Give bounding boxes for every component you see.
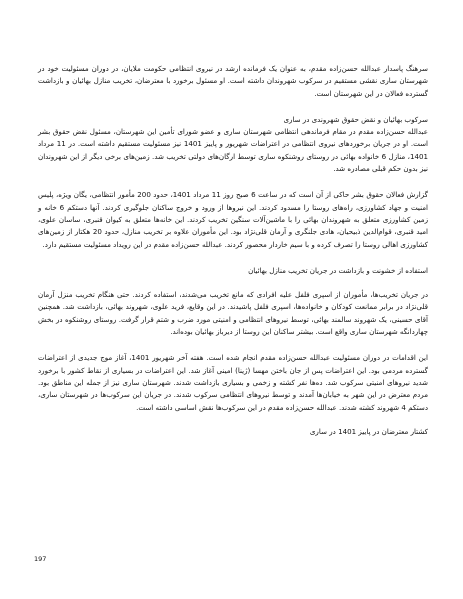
paragraph-pepper-spray: در جریان تخریب‌ها، مأموران از اسپری فلفل علیه افرادی که مانع تخریب می‌شدند، استفاده کردند. حتی هنگام تخریب منزل آرمان قلی‌نژاد در برابر ممانعت کودکان و خانواده‌ها، اسپری فلفل پاشیدند. در این وقایع، فرید علوی، شهروند بهائی، بازداشت شد. همچنین آقای حسینی، یک شهروند سالمند بهائی، توسط نیروهای انتظامی و امنیتی مورد ضرب و شتم قرار گرفت. روستای روشنکوه در بخش چهاردانگه شهرستان ساری واقع است. بیشتر ساکنان این روستا از دیرباز بهائیان بوده‌اند. [38,290,428,337]
paragraph-intro: سرهنگ پاسدار عبدالله حسن‌زاده مقدم، به عنوان یک فرمانده ارشد در نیروی انتظامی حکومت ملایان، در دوران مسئولیت خود در شهرستان ساری نقشی مستقیم در سرکوب شهروندان داشته است. او مسئول برخورد با معترضان، تخریب منازل بهائیان و بازداشت گسترده فعالان در این شهرستان است. [38,64,428,98]
spacer [38,338,428,352]
paragraph-activist-report: گزارش فعالان حقوق بشر حاکی از آن است که در ساعت 6 صبح روز 11 مرداد 1401، حدود 200 مأمور انتظامی، یگان ویژه، پلیس امنیت و جهاد کشاورزی، راه‌های روستا را مسدود کردند. این نیروها از ورود و خروج ساکنان جلوگیری کردند. آنها دستکم 6 خانه و زمین کشاورزی متعلق به شهروندان بهائی را با ماشین‌آلات سنگین تخریب کردند. این خانه‌ها متعلق به کیوان قنبری، ساسان علوی، امید قنبری، قوام‌الدین ذبیحیان، هادی جلنگری و آرمان قلی‌نژاد بود. این مأموران علاوه بر تخریب منازل، حدود 20 هکتار از زمین‌های کشاورزی اهالی روستا را تصرف کرده و با سیم خاردار محصور کردند. عبدالله حسن‌زاده مقدم در این رویداد مسئولیت مستقیم دارد. [38,190,428,249]
paragraph-rights-violations: عبدالله حسن‌زاده مقدم در مقام فرماندهی انتظامی شهرستان ساری و عضو شورای تأمین این شهرستان، مسئول نقض حقوق بشر است. او در جریان برخوردهای نیروی انتظامی در اعتراضات شهریور و پاییز 1401 نیز مسئولیت مستقیم داشته است. در 11 مرداد 1401، منازل 6 خانواده بهائی در روستای روشنکوه ساری توسط ارگان‌های دولتی تخریب شد. زمین‌های برخی دیگر از این شهروندان نیز بدون حکم قبلی مصادره شد. [38,127,428,174]
spacer [38,277,428,289]
page-number: 197 [34,555,47,563]
section-heading-bahai-repression: سرکوب بهائیان و نقض حقوق شهروندی در ساری [283,114,428,124]
document-page [38,63,428,438]
paragraph-protests-1401: این اقدامات در دوران مسئولیت عبدالله حسن‌زاده مقدم انجام شده است. هفته آخر شهریور 1401، آغاز موج جدیدی از اعتراضات گسترده مردمی بود. این اعتراضات پس از جان باختن مهسا (ژینا) امینی آغاز شد. این اعتراضات در بسیاری از نقاط کشور با برخورد شدید نیروهای امنیتی سرکوب شد. ده‌ها نفر کشته و زخمی و بسیاری بازداشت شدند. شهرستان ساری نیز از جمله این مناطق بود. مردم معترض در این شهر به خیابان‌ها آمدند و توسط نیروهای انتظامی سرکوب شدند. در جریان این سرکوب‌ها در شهرستان ساری، دستکم 4 شهروند کشته شدند. عبدالله حسن‌زاده مقدم در این سرکوب‌ها نقش اساسی داشته است. [38,353,428,412]
section-heading-violence-arrests: استفاده از خشونت و بازداشت در جریان تخریب منازل بهائیان [248,265,428,275]
spacer [38,100,428,114]
spacer [38,251,428,265]
spacer [38,414,428,426]
section-heading-protester-killings: کشتار معترضان در پاییز 1401 در ساری [309,426,428,436]
spacer [38,175,428,189]
